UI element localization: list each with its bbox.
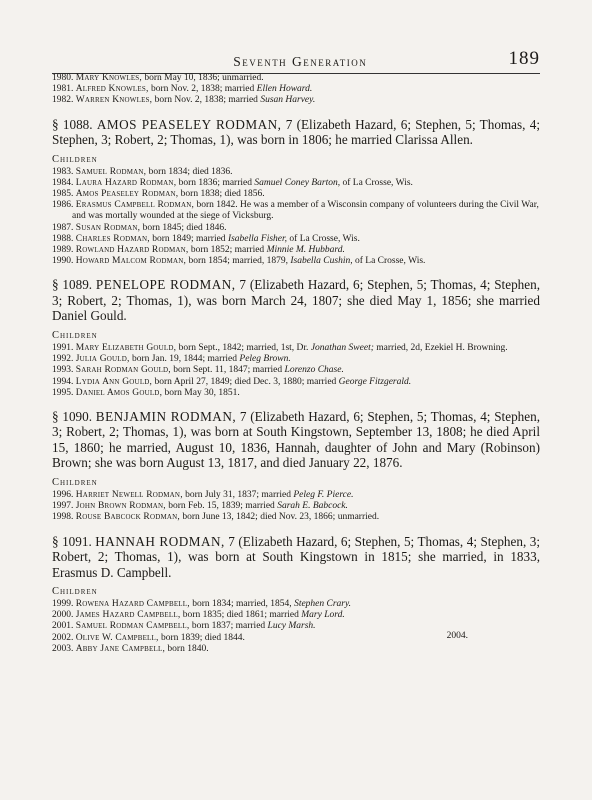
entry-number: 1996. — [52, 489, 74, 500]
children-heading: Children — [52, 329, 98, 341]
entry-details: born Nov. 2, 1838; married — [152, 95, 261, 106]
child-entry — [52, 245, 540, 256]
catchword: 2004. — [446, 631, 468, 641]
entry-details: born 1834; married, 1854, — [189, 599, 295, 610]
entry-name: Laura Hazard Rodman, — [75, 177, 177, 188]
entry-name: Samuel Rodman, — [75, 166, 147, 177]
child-entry — [52, 343, 540, 354]
entry-after: of La Crosse, Wis. — [340, 177, 413, 188]
section-text: 7 (Elizabeth Hazard, 6; Stephen, 5; Thomas, 4; Stephen, 3; Robert, 2; Thomas, 1), was born in 1806; he married Clarissa Allen. — [52, 116, 541, 148]
entry-name: Lydia Ann Gould, — [75, 376, 153, 387]
child-entry — [52, 354, 540, 365]
child-entry — [52, 223, 540, 234]
page-body — [52, 73, 540, 655]
entry-spouse: Peleg Brown. — [239, 354, 291, 365]
entry-name: Alfred Knowles, — [75, 84, 149, 95]
entry-details: born 1842. He was a member of a Wisconsin company of volunteers during the Civil War, and was mortally wounded at the siege of Vicksburg. — [72, 200, 539, 222]
entry-name: Mary Elizabeth Gould, — [75, 342, 177, 353]
child-entry — [52, 644, 540, 655]
entry-details: born 1840. — [165, 643, 209, 654]
entry-spouse: Minnie M. Hubbard. — [266, 245, 345, 256]
entry-name: Warren Knowles, — [75, 95, 153, 106]
child-entry — [52, 365, 540, 376]
entry-number: 1987. — [52, 222, 74, 233]
entry-number: 1994. — [52, 376, 74, 387]
entry-name: Amos Peaseley Rodman, — [75, 189, 179, 200]
entry-details: born 1849; married — [149, 233, 228, 244]
entry-number: 1992. — [52, 354, 74, 365]
entry-number: 2002. — [52, 632, 74, 643]
section-text: 7 (Elizabeth Hazard, 6; Stephen, 5; Thomas, 4; Stephen, 3; Robert, 2; Thomas, 1), was born at South Kingstown in 1815; she married, in 1833, Erasmus D. Campbell. — [52, 533, 541, 580]
children-heading: Children — [52, 586, 98, 598]
entry-number: 1997. — [52, 501, 74, 512]
entry-number: 1981. — [52, 84, 74, 95]
entry-number: 1985. — [52, 189, 74, 200]
child-entry — [52, 501, 540, 512]
entry-spouse: Samuel Coney Barton, — [254, 177, 341, 188]
entry-number: 2001. — [52, 621, 74, 632]
entry-spouse: Lorenzo Chase. — [284, 365, 344, 376]
entry-details: born 1852; married — [188, 245, 267, 256]
entry-name: James Hazard Campbell, — [75, 610, 181, 621]
entry-name: Erasmus Campbell Rodman, — [75, 200, 195, 211]
entry-name: Olive W. Campbell, — [75, 632, 159, 643]
entry-spouse: Stephen Crary. — [294, 599, 352, 610]
running-header — [52, 48, 540, 74]
section-number: § 1089. — [52, 277, 93, 293]
section-paragraph — [52, 409, 540, 471]
child-entry — [52, 512, 540, 523]
entry-number: 1980. — [52, 73, 74, 83]
entry-name: Charles Rodman, — [75, 233, 150, 244]
entry-details: born Feb. 15, 1839; married — [165, 501, 278, 512]
section-text: 7 (Elizabeth Hazard, 6; Stephen, 5; Thomas, 4; Stephen, 3; Robert, 2; Thomas, 1), was born March 24, 1807; she died May 1, 1856; she married Daniel Gould. — [52, 277, 541, 324]
entry-number: 1983. — [52, 166, 74, 177]
entry-spouse: Isabella Cushin, — [290, 256, 353, 267]
entry-name: Harriet Newell Rodman, — [75, 489, 183, 500]
entry-name: Howard Malcom Rodman, — [75, 256, 187, 267]
child-entry — [52, 95, 540, 106]
entry-details: born 1834; died 1836. — [146, 166, 233, 177]
entry-name: Rouse Babcock Rodman, — [75, 512, 180, 523]
child-entry — [52, 388, 540, 399]
entry-after: of La Crosse, Wis. — [352, 256, 426, 267]
entry-name: Abby Jane Campbell, — [75, 643, 166, 654]
child-entry — [52, 599, 540, 610]
entry-number: 2000. — [52, 610, 74, 621]
entry-number: 1984. — [52, 177, 74, 188]
section-name: AMOS PEASELEY RODMAN, — [96, 116, 282, 132]
child-entry — [52, 73, 540, 84]
entry-number: 2003. — [52, 643, 74, 654]
entry-number: 1993. — [52, 365, 74, 376]
section-paragraph — [52, 534, 540, 581]
entry-number: 1986. — [52, 200, 74, 211]
entry-details: born 1839; died 1844. — [158, 632, 245, 643]
child-entry — [52, 377, 540, 388]
entry-spouse: Peleg F. Pierce. — [293, 489, 354, 500]
entry-spouse: Sarah E. Babcock. — [277, 501, 348, 512]
entry-spouse: Susan Harvey. — [260, 95, 316, 106]
children-heading: Children — [52, 476, 98, 488]
entry-details: born April 27, 1849; died Dec. 3, 1880; married — [152, 376, 339, 387]
entry-details: born 1845; died 1846. — [140, 222, 227, 233]
entry-details: born July 31, 1837; married — [182, 489, 294, 500]
entry-number: 1999. — [52, 599, 74, 610]
entry-spouse: Ellen Howard. — [256, 84, 313, 95]
entry-details: born Sept. 11, 1847; married — [170, 365, 285, 376]
entry-details: born May 30, 1851. — [162, 387, 240, 398]
section-paragraph — [52, 277, 540, 324]
entry-details: born May 10, 1836; unmarried. — [141, 73, 264, 83]
section-number: § 1090. — [52, 408, 93, 424]
entry-number: 1991. — [52, 342, 74, 353]
entry-name: Rowena Hazard Campbell, — [75, 599, 190, 610]
entry-name: Samuel Rodman Campbell, — [75, 621, 190, 632]
entry-details: born 1837; married — [189, 621, 268, 632]
child-entry — [52, 167, 540, 178]
entry-after: of La Crosse, Wis. — [287, 233, 360, 244]
entry-spouse: George Fitzgerald. — [338, 376, 412, 387]
child-entry — [52, 610, 540, 621]
children-heading: Children — [52, 153, 98, 165]
section-name: BENJAMIN RODMAN, — [95, 408, 237, 424]
entry-name: Sarah Rodman Gould, — [75, 365, 171, 376]
entry-name: Daniel Amos Gould, — [75, 387, 163, 398]
section-name: HANNAH RODMAN, — [95, 533, 225, 549]
entry-after: married, 2d, Ezekiel H. Browning. — [373, 342, 508, 353]
child-entry — [52, 234, 540, 245]
child-entry — [52, 490, 540, 501]
entry-name: John Brown Rodman, — [75, 501, 166, 512]
entry-spouse: Mary Lord. — [301, 610, 345, 621]
entry-number: 1998. — [52, 512, 74, 523]
entry-spouse: Jonathan Sweet; — [310, 342, 374, 353]
entry-details: born Nov. 2, 1838; married — [148, 84, 257, 95]
section-text: 7 (Elizabeth Hazard, 6; Stephen, 5; Thomas, 4; Stephen, 3; Robert, 2; Thomas, 1), was born at South Kingstown, September 13, 1808; he died April 15, 1860; he married, August 10, 1836, Hannah, daughter of John and Mary (Robinson) Brown; she was born August 13, 1817, and died January 22, 1876. — [52, 408, 541, 471]
entry-spouse: Lucy Marsh. — [267, 621, 316, 632]
entry-number: 1982. — [52, 95, 74, 106]
entry-details: born 1854; married, 1879, — [186, 256, 291, 267]
entry-name: Mary Knowles, — [75, 73, 142, 83]
entry-number: 1989. — [52, 245, 74, 256]
child-entry — [52, 189, 540, 200]
section-paragraph — [52, 117, 540, 148]
page-number: 189 — [508, 48, 540, 69]
section-name: PENELOPE RODMAN, — [95, 277, 236, 293]
entry-details: born 1838; died 1856. — [178, 189, 265, 200]
entry-name: Susan Rodman, — [75, 222, 141, 233]
entry-number: 1988. — [52, 233, 74, 244]
header-title: Seventh Generation — [233, 54, 368, 69]
entry-number: 1995. — [52, 387, 74, 398]
entry-details: born 1835; died 1861; married — [180, 610, 302, 621]
section-number: § 1091. — [52, 533, 92, 549]
entry-number: 1990. — [52, 256, 74, 267]
entry-name: Julia Gould, — [75, 354, 130, 365]
child-entry — [52, 178, 540, 189]
section-number: § 1088. — [52, 116, 93, 132]
entry-name: Rowland Hazard Rodman, — [75, 245, 189, 256]
child-entry — [52, 200, 540, 222]
entry-details: born June 13, 1842; died Nov. 23, 1866; unmarried. — [179, 512, 380, 523]
entry-spouse: Isabella Fisher, — [227, 233, 288, 244]
entry-details: born Jan. 19, 1844; married — [129, 354, 240, 365]
child-entry — [52, 84, 540, 95]
entry-details: born Sept., 1842; married, 1st, Dr. — [176, 342, 311, 353]
child-entry — [52, 256, 540, 267]
entry-details: born 1836; married — [176, 177, 255, 188]
